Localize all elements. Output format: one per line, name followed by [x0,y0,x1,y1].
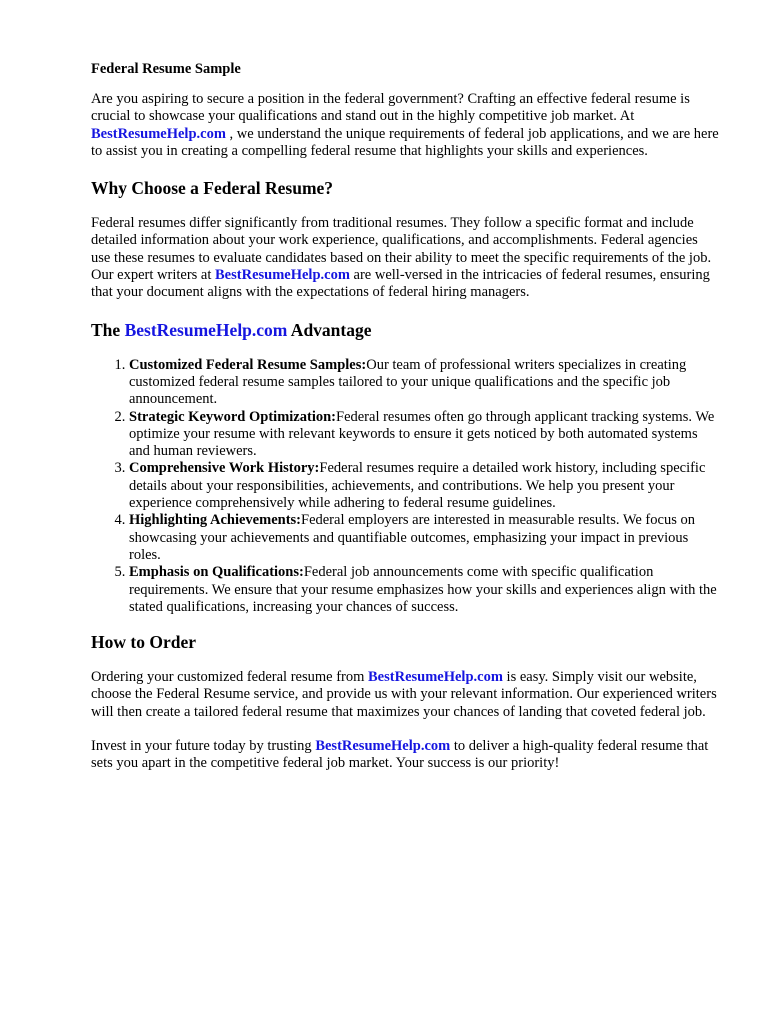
advantage-item-title: Emphasis on Qualifications: [129,564,304,581]
why-paragraph [91,215,720,301]
advantage-item-achievements [129,512,720,564]
advantage-item-qualifications [129,564,720,616]
order-site-link[interactable]: BestResumeHelp.com [368,669,503,686]
advantage-list [91,357,720,616]
why-text-start: Federal resumes differ significantly from traditional resumes. They follow a specific format and include detailed information about your work experience, qualifications, and accomplishments. Federal agencies use these resumes to evaluate candidates based on their ability to meet the specific requirements of the job. Our expert writers at [91,215,712,284]
intro-text-end: , we understand the unique requirements of federal job applications, and we are here to assist you in creating a compelling federal resume that highlights your skills and experiences. [91,125,719,159]
advantage-item-work-history [129,460,720,512]
advantage-item-title: Strategic Keyword Optimization: [129,408,336,425]
advantage-item-title: Customized Federal Resume Samples: [129,356,367,373]
order-text-start: Ordering your customized federal resume from [91,669,369,686]
closing-text-start: Invest in your future today by trusting [91,738,316,755]
advantage-item-customized [129,357,720,409]
closing-paragraph [91,738,720,773]
advantage-item-title: Comprehensive Work History: [129,460,320,477]
why-text-end: are well-versed in the intricacies of federal resumes, ensuring that your document aligns with the expectations of federal hiring managers. [91,267,710,301]
order-text-end: is easy. Simply visit our website, choose the Federal Resume service, and provide us with your relevant information. Our experienced writers will then create a tailored federal resume that maximizes your chances of landing that coveted federal job. [91,669,717,720]
why-site-link[interactable]: BestResumeHelp.com [215,267,350,284]
advantage-heading-link[interactable]: BestResumeHelp.com [124,319,288,340]
intro-site-link[interactable]: BestResumeHelp.com [91,125,226,142]
advantage-item-text: Federal resumes often go through applicant tracking systems. We optimize your resume with relevant keywords to ensure it gets noticed by both automated systems and human reviewers. [129,408,715,460]
advantage-heading-end: Advantage [287,319,372,340]
advantage-item-title: Highlighting Achievements: [129,512,301,529]
closing-text-end: to deliver a high-quality federal resume that sets you apart in the competitive federal job market. Your success is our priority! [91,738,709,772]
advantage-item-text: Federal employers are interested in measurable results. We focus on showcasing your achievements and quantifiable outcomes, emphasizing your impact in previous roles. [129,512,695,563]
intro-paragraph [91,91,720,160]
advantage-item-text: Federal resumes require a detailed work history, including specific details about your responsibilities, achievements, and contributions. We help you present your experience comprehensively while adhering to federal resume guidelines. [129,460,706,512]
advantage-item-text: Our team of professional writers specializes in creating customized federal resume samples tailored to your unique qualifications and the specific job announcement. [129,356,687,408]
advantage-item-keywords [129,409,720,461]
advantage-item-text: Federal job announcements come with specific qualification requirements. We ensure that your resume emphasizes how your skills and experiences align with the stated qualifications, increasing your chances of success. [129,564,717,615]
document-title: Federal Resume Sample [91,61,241,77]
closing-site-link[interactable]: BestResumeHelp.com [315,738,451,755]
intro-text-start: Are you aspiring to secure a position in the federal government? Crafting an effective federal resume is crucial to showcase your qualifications and stand out in the highly competitive job market. At [91,91,690,125]
advantage-heading-start: The [91,319,125,340]
order-heading: How to Order [91,632,196,653]
why-heading: Why Choose a Federal Resume? [91,178,334,199]
order-paragraph [91,669,720,721]
advantage-heading [91,319,720,341]
